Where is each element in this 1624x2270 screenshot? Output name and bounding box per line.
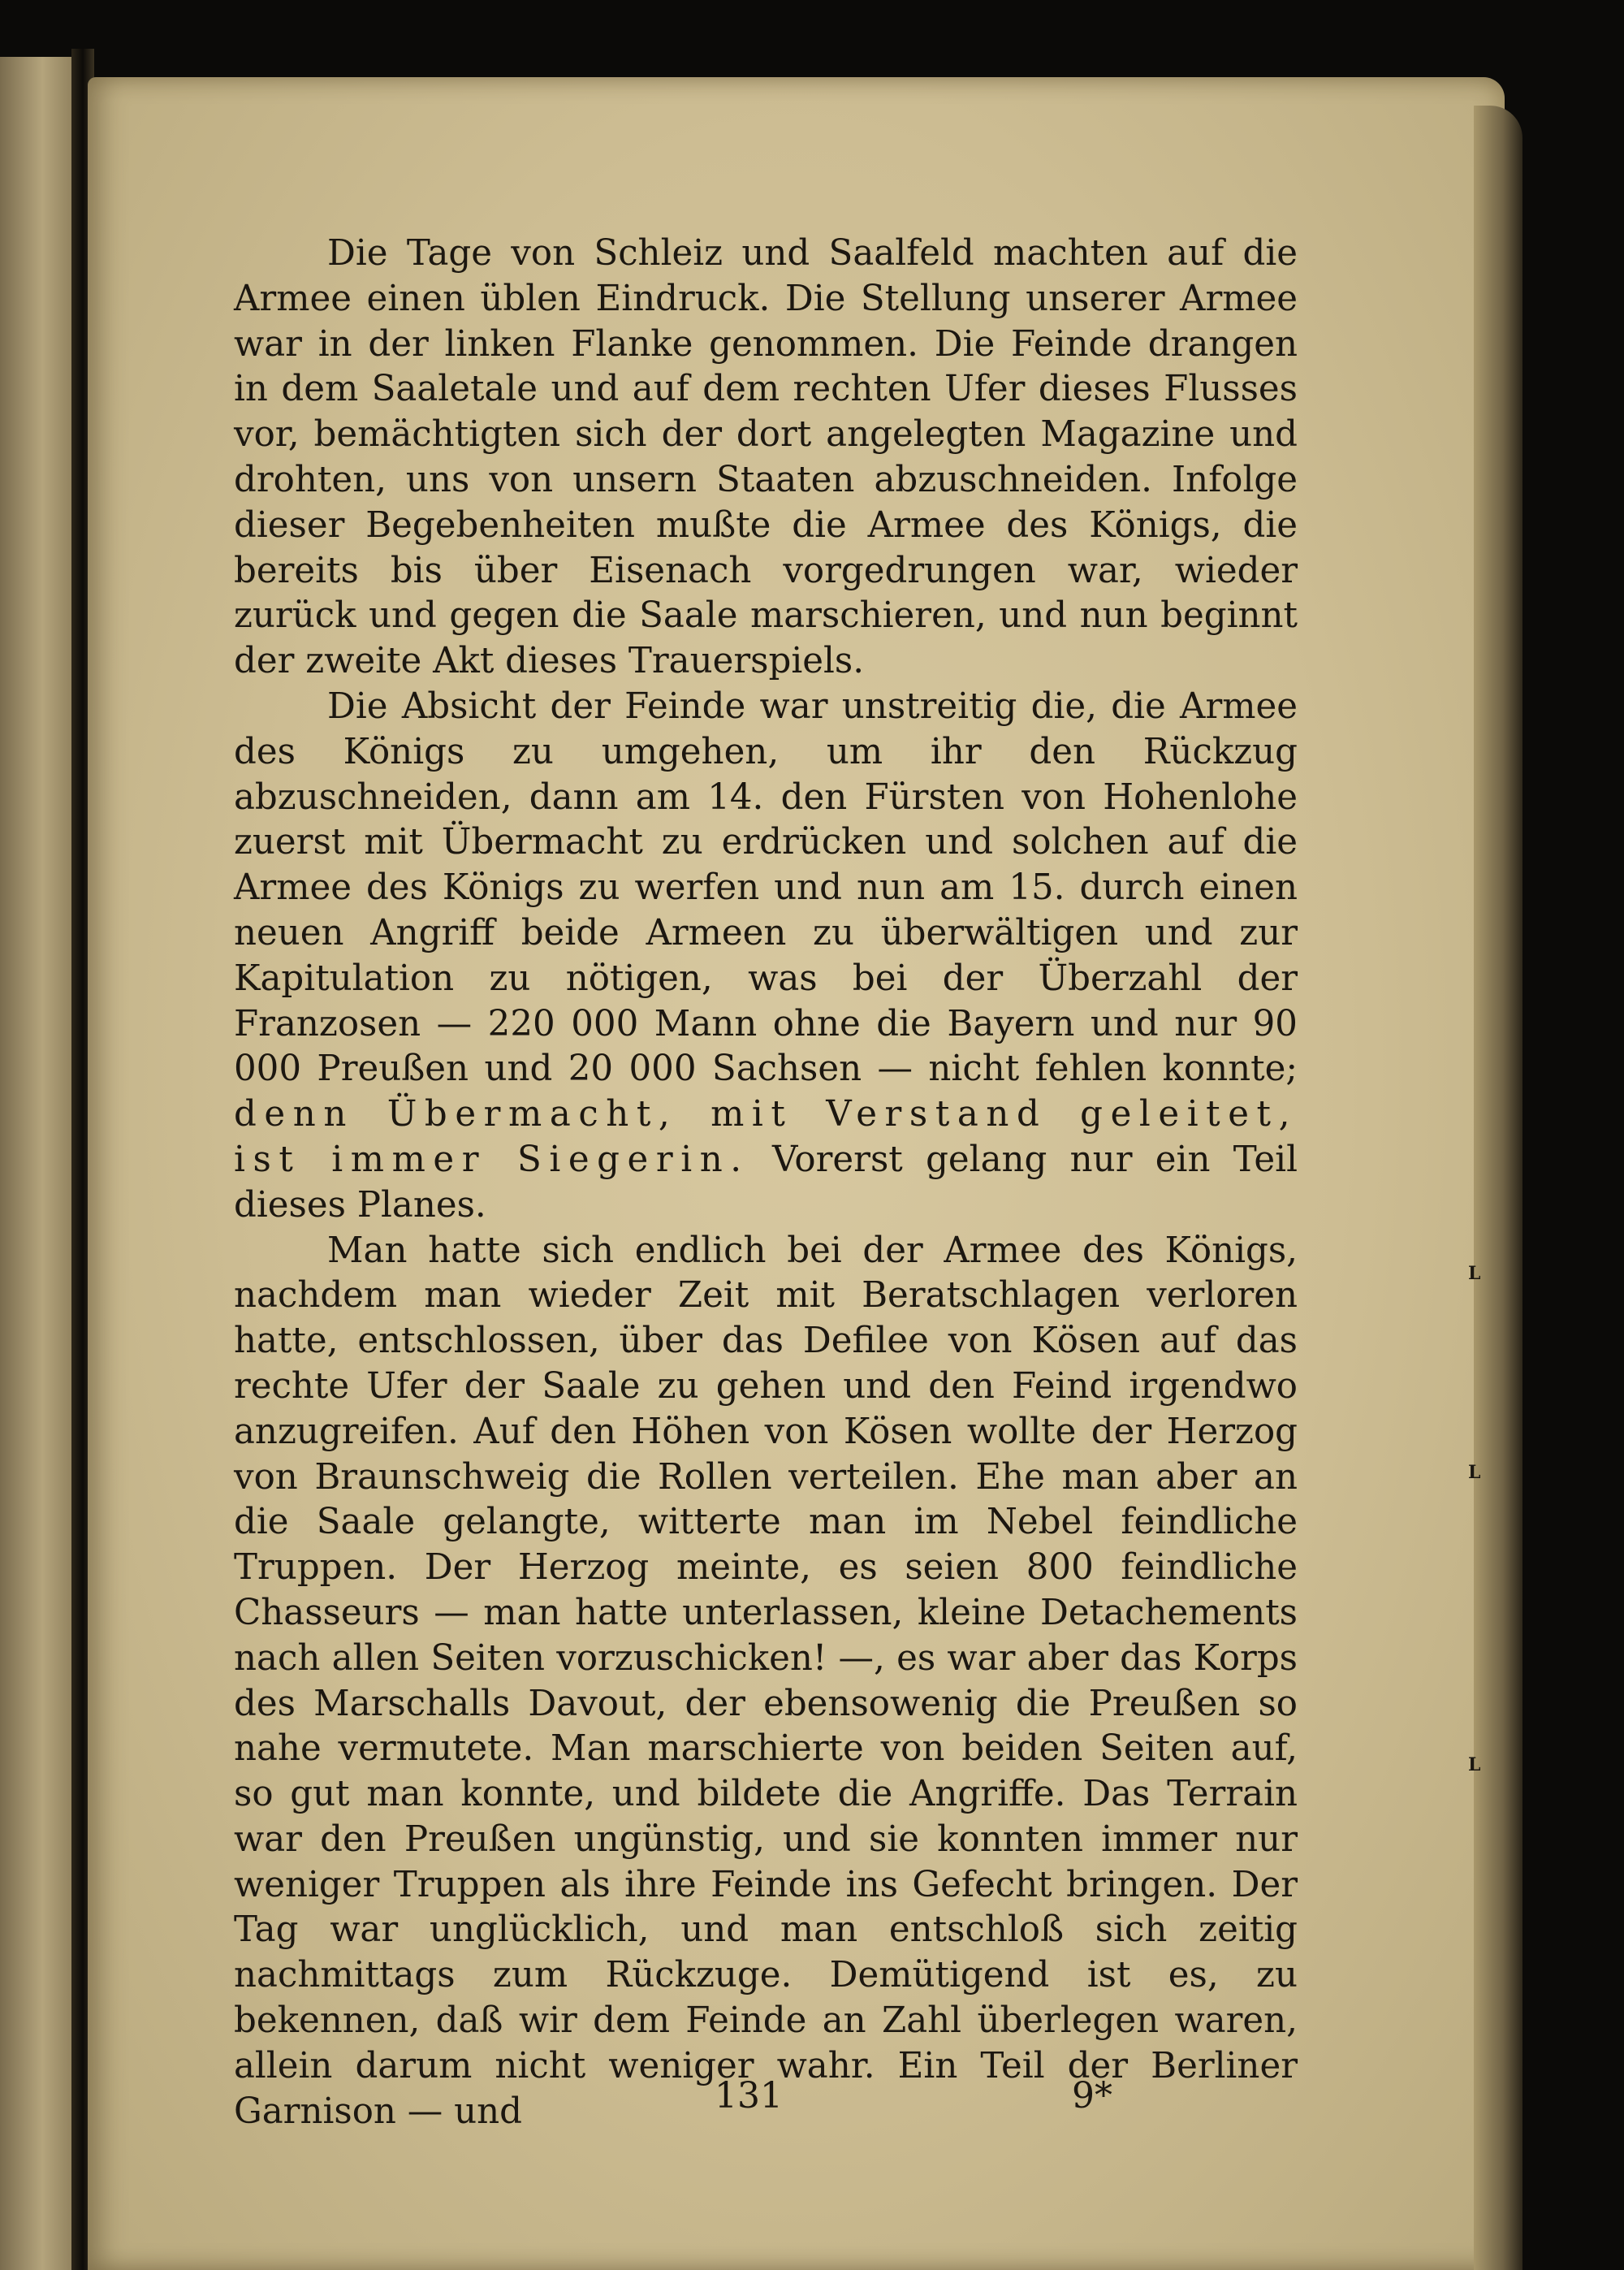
- margin-mark: L: [1468, 1462, 1481, 1483]
- emphasized-maxim: denn Übermacht, mit Verstand geleitet, ist immer Siegerin.: [234, 1094, 1298, 1180]
- margin-mark: L: [1468, 1754, 1481, 1775]
- margin-mark: L: [1468, 1263, 1481, 1284]
- paragraph-2: [234, 685, 1298, 1229]
- page-number: 131: [715, 2075, 783, 2117]
- body-text: [234, 231, 1298, 2134]
- paragraph-3: Man hatte sich endlich bei der Armee des Königs, nachdem man wieder Zeit mit Beratschlagen verloren hatte, entschlossen, über das Defilee von Kösen auf das rechte Ufer der Saale zu gehen und den Feind irgendwo anzugreifen. Auf den Höhen von Kösen wollte der Herzog von Braunschweig die Rollen verteilen. Ehe man aber an die Saale gelangte, witterte man im Nebel feindliche Truppen. Der Herzog meinte, es seien 800 feindliche Chasseurs — man hatte unterlassen, kleine Detachements nach allen Seiten vorzuschicken! —, es war aber das Korps des Marschalls Davout, der ebensowenig die Preußen so nahe vermutete. Man marschierte von beiden Seiten auf, so gut man konnte, und bildete die Angriffe. Das Terrain war den Preußen ungünstig, und sie konnten immer nur weniger Truppen als ihre Feinde ins Gefecht bringen. Der Tag war unglücklich, und man entschloß sich zeitig nachmittags zum Rückzuge. Demütigend ist es, zu bekennen, daß wir dem Feinde an Zahl überlegen waren, allein darum nicht weniger wahr. Ein Teil der Berliner Garnison — und: [234, 1230, 1298, 2132]
- margin-marks: [1462, 0, 1494, 2270]
- paragraph-1: Die Tage von Schleiz und Saalfeld machten auf die Armee einen üblen Eindruck. Die Stellung unserer Armee war in der linken Flanke genommen. Die Feinde drangen in dem Saaletale und auf dem rechten Ufer dieses Flusses vor, bemächtigten sich der dort angelegten Magazine und drohten, uns von unsern Staaten abzuschneiden. Infolge dieser Begebenheiten mußte die Armee des Königs, die bereits bis über Eisenach vorgedrungen war, wieder zurück und gegen die Saale marschieren, und nun beginnt der zweite Akt dieses Trauerspiels.: [234, 233, 1298, 682]
- printer-signature-mark: 9*: [1072, 2075, 1112, 2117]
- previous-page-edge: [0, 57, 77, 2270]
- paragraph-2-end: Vorerst gelang nur ein Teil dieses Planes.: [234, 1139, 1298, 1226]
- paragraph-2-start: Die Absicht der Feinde war unstreitig die, die Armee des Königs zu umgehen, um ihr den Rückzug abzuschneiden, dann am 14. den Fürsten von Hohenlohe zuerst mit Übermacht zu erdrücken und solchen auf die Armee des Königs zu werfen und nun am 15. durch einen neuen Angriff beide Armeen zu überwältigen und zur Kapitulation zu nötigen, was bei der Überzahl der Franzosen — 220 000 Mann ohne die Bayern und nur 90 000 Preußen und 20 000 Sachsen — nicht fehlen konnte;: [234, 685, 1298, 1090]
